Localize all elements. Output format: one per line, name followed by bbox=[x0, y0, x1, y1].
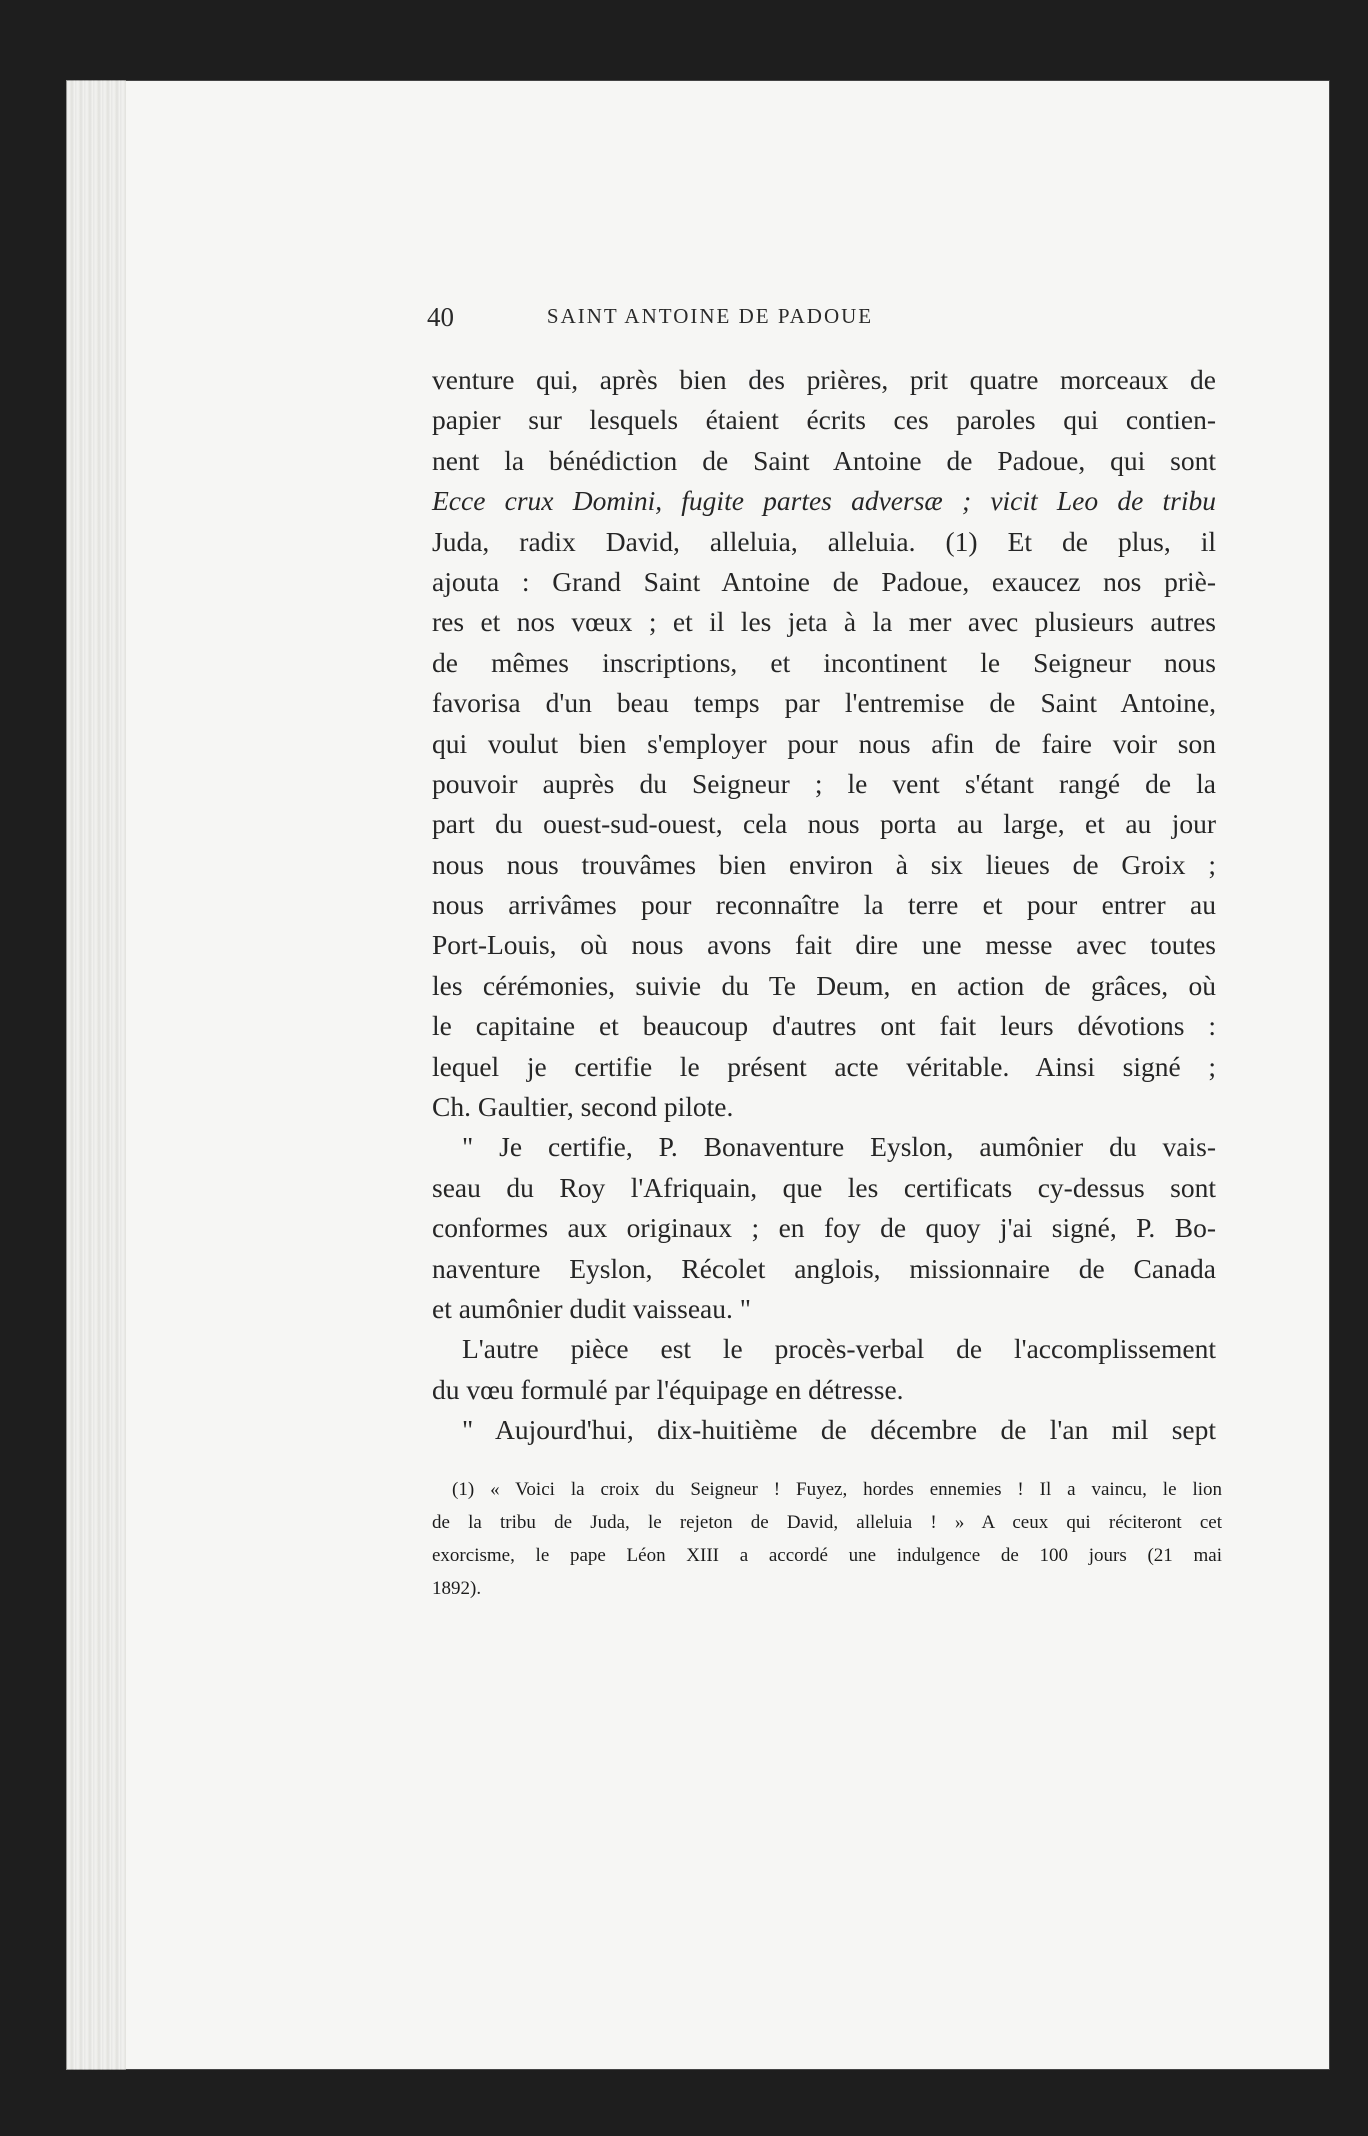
text-line: favorisa d'un beau temps par l'entremise de Saint Antoine, bbox=[432, 687, 1216, 719]
body-text bbox=[432, 360, 1216, 1451]
text-line: nent la bénédiction de Saint Antoine de Padoue, qui sont bbox=[432, 444, 1216, 476]
text-line: Ch. Gaultier, second pilote. bbox=[432, 1091, 734, 1123]
text-line: seau du Roy l'Afriquain, que les certificats cy-dessus sont bbox=[432, 1171, 1216, 1203]
text-line: part du ouest-sud-ouest, cela nous porta au large, et au jour bbox=[432, 808, 1216, 840]
text-line: venture qui, après bien des prières, prit quatre morceaux de bbox=[432, 364, 1216, 395]
text-line: du vœu formulé par l'équipage en détresse. bbox=[432, 1373, 904, 1405]
text-line: le capitaine et beaucoup d'autres ont fait leurs dévotions : bbox=[432, 1010, 1216, 1042]
text-line: Ecce crux Domini, fugite partes adversæ ; vicit Leo de tribu bbox=[432, 485, 1216, 517]
footnote-line: de la tribu de Juda, le rejeton de David, alleluia ! » A ceux qui réciteront cet bbox=[432, 1512, 1222, 1533]
text-line: pouvoir auprès du Seigneur ; le vent s'étant rangé de la bbox=[432, 767, 1216, 799]
text-line: naventure Eyslon, Récolet anglois, missionnaire de Canada bbox=[432, 1252, 1216, 1284]
text-line: papier sur lesquels étaient écrits ces paroles qui contien- bbox=[432, 404, 1216, 436]
text-line: nous nous trouvâmes bien environ à six lieues de Groix ; bbox=[432, 848, 1216, 880]
text-line: lequel je certifie le présent acte véritable. Ainsi signé ; bbox=[432, 1050, 1216, 1082]
footnote-line: 1892). bbox=[432, 1578, 482, 1599]
text-line: Port-Louis, où nous avons fait dire une messe avec toutes bbox=[432, 929, 1216, 961]
text-line: et aumônier dudit vaisseau. " bbox=[432, 1292, 751, 1324]
page-number: 40 bbox=[427, 302, 454, 332]
text-line: res et nos vœux ; et il les jeta à la mer avec plusieurs autres bbox=[432, 606, 1216, 638]
text-line: les cérémonies, suivie du Te Deum, en action de grâces, où bbox=[432, 969, 1216, 1001]
page-header bbox=[427, 302, 993, 342]
text-line: " Je certifie, P. Bonaventure Eyslon, aumônier du vais- bbox=[462, 1131, 1216, 1163]
text-line: ajouta : Grand Saint Antoine de Padoue, exaucez nos priè- bbox=[432, 565, 1216, 597]
footnote-line: exorcisme, le pape Léon XIII a accordé une indulgence de 100 jours (21 mai bbox=[432, 1545, 1222, 1566]
text-line: Juda, radix David, alleluia, alleluia. (1) Et de plus, il bbox=[432, 525, 1216, 557]
text-line: conformes aux originaux ; en foy de quoy j'ai signé, P. Bo- bbox=[432, 1212, 1216, 1244]
text-line: L'autre pièce est le procès-verbal de l'accomplissement bbox=[462, 1333, 1216, 1365]
text-line: " Aujourd'hui, dix-huitième de décembre de l'an mil sept bbox=[462, 1414, 1216, 1446]
footnote-line: (1) « Voici la croix du Seigneur ! Fuyez, hordes ennemies ! Il a vaincu, le lion bbox=[452, 1479, 1222, 1500]
running-title: SAINT ANTOINE DE PADOUE bbox=[546, 304, 874, 328]
text-line: nous arrivâmes pour reconnaître la terre et pour entrer au bbox=[432, 889, 1216, 921]
footnotes bbox=[432, 1473, 1222, 1605]
text-line: de mêmes inscriptions, et incontinent le Seigneur nous bbox=[432, 646, 1216, 678]
text-line: qui voulut bien s'employer pour nous afin de faire voir son bbox=[432, 727, 1216, 759]
page-edges bbox=[66, 80, 126, 2070]
